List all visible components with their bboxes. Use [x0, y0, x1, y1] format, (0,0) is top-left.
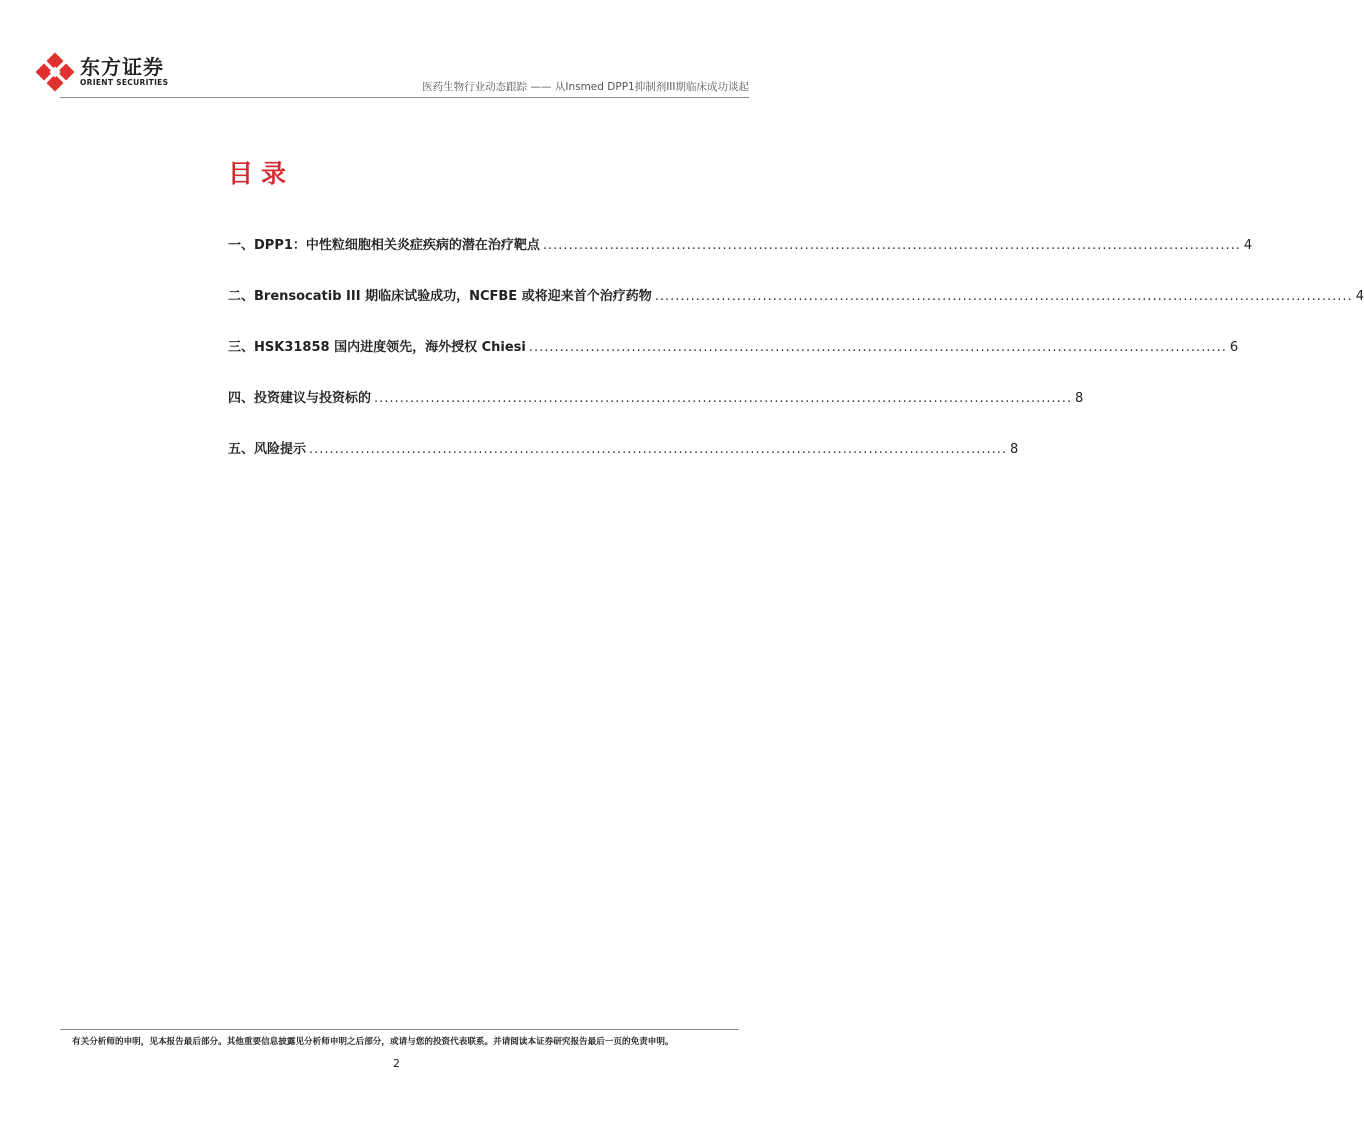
toc-entry-text: 四、投资建议与投资标的 [228, 391, 372, 406]
header-divider [60, 97, 749, 98]
toc-entry-page: 4 [1355, 289, 1364, 304]
toc-entry-text: 五、风险提示 [228, 442, 307, 457]
toc-leader-dots: ........................................................................................................................................ [374, 391, 1073, 406]
toc-entry[interactable] [228, 285, 1364, 336]
toc-entry-text: 一、DPP1：中性粒细胞相关炎症疾病的潜在治疗靶点 [228, 238, 540, 253]
toc-entry-page: 4 [1243, 238, 1253, 253]
logo-chinese-name: 东方证券 [80, 55, 164, 79]
report-title: 医药生物行业动态跟踪 —— 从Insmed DPP1抑制剂III期临床成功谈起 [422, 81, 749, 93]
toc-heading: 目录 [228, 159, 295, 188]
toc-entry[interactable] [228, 438, 1019, 489]
toc-leader-dots: ........................................................................................................................................ [309, 442, 1008, 457]
toc-entry[interactable] [228, 387, 1084, 438]
logo-mark-icon [36, 53, 74, 91]
page-number: 2 [393, 1057, 400, 1070]
disclaimer-text: 有关分析师的申明，见本报告最后部分。其他重要信息披露见分析师申明之后部分，或请与您的投资代表联系。并请阅读本证券研究报告最后一页的免责申明。 [72, 1037, 674, 1047]
toc-leader-dots: ........................................................................................................................................ [654, 289, 1353, 304]
toc-entry-text: 三、HSK31858 国内进度领先，海外授权 Chiesi [228, 340, 526, 355]
toc-entry[interactable] [228, 336, 1239, 387]
toc-entry-page: 6 [1229, 340, 1239, 355]
toc-leader-dots: ........................................................................................................................................ [542, 238, 1241, 253]
table-of-contents [228, 234, 1364, 489]
logo-english-name: ORIENT SECURITIES [80, 78, 169, 87]
toc-entry-page: 8 [1010, 442, 1019, 457]
toc-entry-text: 二、Brensocatib III 期临床试验成功，NCFBE 或将迎来首个治疗药物 [228, 289, 652, 304]
footer-divider [60, 1029, 739, 1030]
toc-entry-page: 8 [1075, 391, 1084, 406]
toc-leader-dots: ........................................................................................................................................ [528, 340, 1227, 355]
company-logo [36, 52, 168, 92]
toc-entry[interactable] [228, 234, 1253, 285]
